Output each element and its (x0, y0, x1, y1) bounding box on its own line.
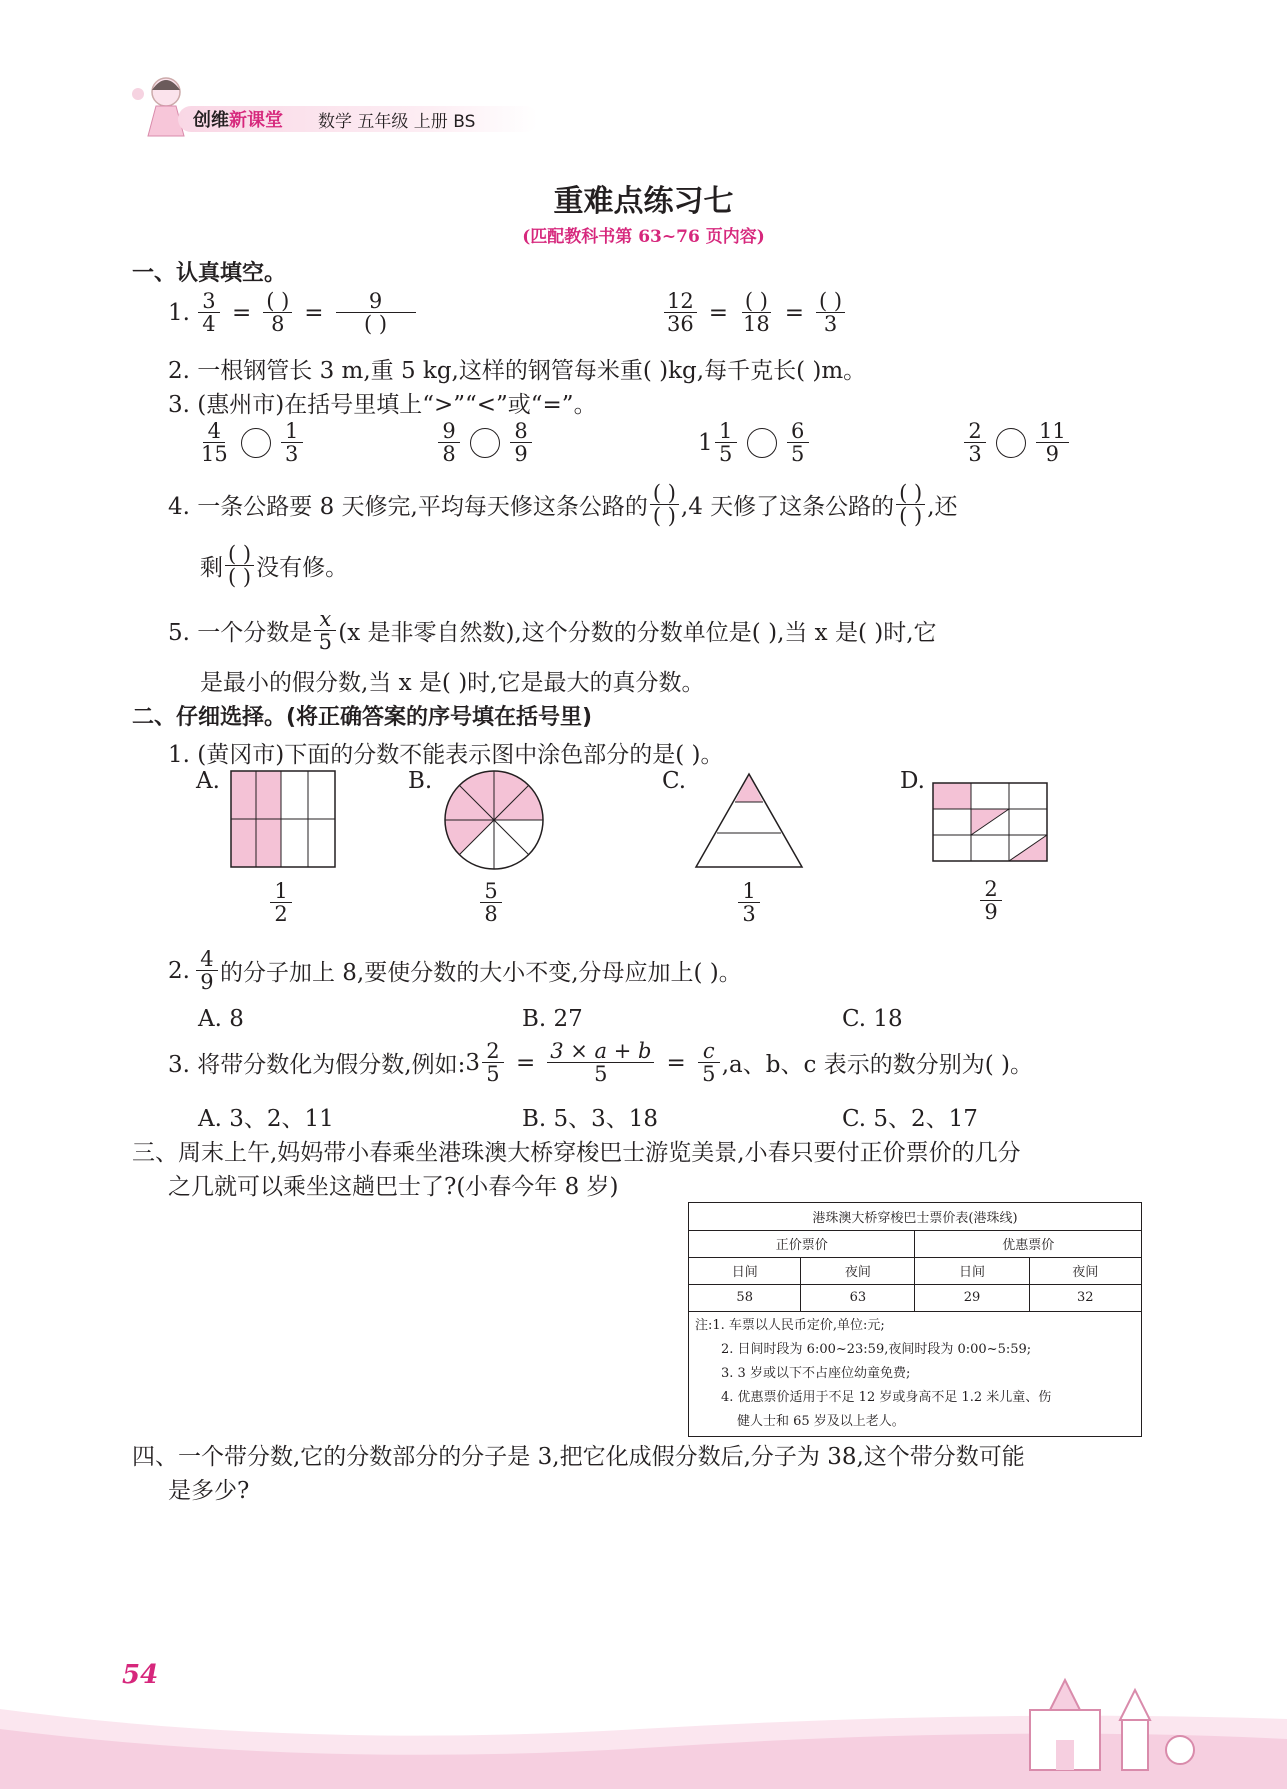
frac-den: 36 (667, 312, 694, 337)
question-1-2: 2. 一根钢管长 3 m,重 5 kg,这样的钢管每米重( )kg,每千克长( )m。 (168, 358, 867, 384)
frac-den: 5 (318, 630, 332, 655)
q-number: 2. (168, 957, 190, 984)
castle-illustration (990, 1660, 1210, 1780)
frac-den: 9 (1045, 442, 1060, 467)
option-2-2-b[interactable]: B. 27 (522, 1006, 583, 1032)
fare-table-title: 港珠澳大桥穿梭巴士票价表(港珠线) (689, 1203, 1141, 1230)
q-text: 的分子加上 8,要使分数的大小不变,分母应加上( )。 (219, 960, 742, 987)
equals: = (784, 299, 805, 326)
frac-num: 9 (438, 420, 460, 443)
header-banner (118, 70, 548, 142)
section-3-line1: 三、周末上午,妈妈带小春乘坐港珠澳大桥穿梭巴士游览美景,小春只要付正价票价的几分 (132, 1140, 1021, 1166)
note-5: 健人士和 65 岁及以上老人。 (737, 1413, 905, 1429)
answer-blank[interactable]: ( ) (228, 565, 252, 590)
q4-text-e: 没有修。 (256, 555, 349, 582)
circle-sectors-figure (442, 768, 546, 872)
answer-blank[interactable]: ( ) (816, 290, 845, 313)
frac-num: 2 (482, 1040, 504, 1063)
frac-num: 12 (664, 290, 697, 313)
compare-circle[interactable] (747, 428, 777, 458)
compare-circle[interactable] (241, 428, 271, 458)
mixed-whole: 1 (698, 429, 713, 456)
frac-den: 5 (718, 442, 733, 467)
full-price-header: 正价票价 (689, 1230, 915, 1257)
frac-num: c (698, 1040, 720, 1063)
compare-3 (698, 420, 811, 465)
frac-den: 3 (823, 312, 838, 337)
frac-num: 11 (1036, 420, 1069, 443)
frac-num: 8 (510, 420, 532, 443)
frac-num: 6 (787, 420, 809, 443)
question-1-5-cont: 是最小的假分数,当 x 是( )时,它是最大的真分数。 (200, 670, 705, 696)
equals: = (515, 1049, 536, 1076)
q4-text-b: ,4 天修了这条公路的 (680, 494, 895, 521)
rectangle-grid-figure (230, 770, 340, 870)
section-4-line1: 四、一个带分数,它的分数部分的分子是 3,把它化成假分数后,分子为 38,这个带分数可能 (132, 1444, 1025, 1470)
option-2-3-a[interactable]: A. 3、2、11 (198, 1106, 334, 1132)
answer-blank[interactable]: ( ) (896, 482, 925, 505)
option-label: B. (408, 768, 433, 794)
frac-den: 8 (442, 442, 456, 467)
q-text: ,a、b、c 表示的数分别为( )。 (721, 1052, 1033, 1079)
compare-1 (196, 420, 305, 465)
frac-den: 5 (790, 442, 805, 467)
frac-den: 9 (984, 900, 998, 925)
frac-den: 3 (285, 442, 299, 467)
note-1: 注:1. 车票以人民币定价,单位:元; (695, 1317, 885, 1333)
q1-1-fractions-right (662, 290, 847, 335)
fare-table (688, 1202, 1142, 1437)
option-label: D. (900, 768, 925, 794)
q4-text-c: ,还 (927, 494, 958, 521)
frac-den: 5 (702, 1062, 716, 1087)
grid-triangles-figure (932, 782, 1054, 866)
frac-num: 2 (980, 878, 1002, 901)
frac-den: 3 (742, 902, 756, 927)
page-number: 54 (122, 1660, 159, 1690)
note-3: 3. 3 岁或以下不占座位幼童免费; (721, 1365, 911, 1381)
section-1-heading: 一、认真填空。 (132, 261, 287, 286)
frac-num: 1 (715, 420, 737, 443)
question-2-1: 1. (黄冈市)下面的分数不能表示图中涂色部分的是( )。 (168, 742, 724, 768)
page-title: 重难点练习七 (553, 184, 734, 219)
option-2-3-b[interactable]: B. 5、3、18 (522, 1106, 659, 1132)
option-2-3-c[interactable]: C. 5、2、17 (842, 1106, 978, 1132)
frac-num: 2 (964, 420, 986, 443)
frac-den: 3 (968, 442, 982, 467)
frac-den: 9 (514, 442, 528, 467)
triangle-figure (694, 772, 804, 872)
frac-den: 5 (594, 1062, 608, 1087)
note-2: 2. 日间时段为 6:00~23:59,夜间时段为 0:00~5:59; (721, 1341, 1032, 1357)
frac-den: 8 (271, 312, 285, 337)
equals: = (231, 299, 252, 326)
option-label: C. (662, 768, 687, 794)
frac-num: 4 (196, 948, 218, 971)
answer-blank[interactable]: ( ) (225, 543, 254, 566)
equals: = (666, 1049, 686, 1076)
note-4: 4. 优惠票价适用于不足 12 岁或身高不足 1.2 米儿童、伤 (721, 1389, 1052, 1405)
frac-num: 3 (198, 290, 220, 313)
q1-1-fractions-left (168, 290, 418, 335)
frac-num: 3 × a + b (547, 1040, 654, 1063)
section-2-heading: 二、仔细选择。(将正确答案的序号填在括号里) (132, 705, 593, 730)
option-label: A. (196, 768, 220, 794)
frac-num: 1 (738, 880, 760, 903)
q5-text-a: 5. 一个分数是 (168, 620, 313, 647)
frac-num: 9 (336, 290, 416, 313)
frac-den: 5 (486, 1062, 500, 1087)
question-1-3: 3. (惠州市)在括号里填上“>”“<”或“=”。 (168, 392, 597, 418)
compare-circle[interactable] (470, 428, 500, 458)
price-cell: 58 (689, 1284, 801, 1311)
frac-den: 2 (274, 902, 288, 927)
frac-num: 5 (480, 880, 502, 903)
answer-blank[interactable]: ( ) (263, 290, 292, 313)
brand-name-b: 新课堂 (229, 110, 283, 131)
compare-4 (962, 420, 1071, 465)
frac-den: 8 (484, 902, 498, 927)
night-header: 夜间 (801, 1257, 915, 1284)
fare-notes (689, 1312, 1141, 1436)
question-2-2 (168, 948, 742, 993)
equals: = (304, 299, 324, 326)
compare-2 (436, 420, 534, 465)
option-2-2-a[interactable]: A. 8 (198, 1006, 244, 1032)
frac-num: x (314, 608, 336, 631)
book-info: 数学 五年级 上册 BS (318, 112, 476, 132)
q4-text-a: 4. 一条公路要 8 天修完,平均每天修这条公路的 (168, 494, 648, 521)
option-2-2-c[interactable]: C. 18 (842, 1006, 903, 1032)
price-cell: 63 (801, 1284, 915, 1311)
answer-blank[interactable]: ( ) (650, 482, 679, 505)
answer-blank[interactable]: ( ) (364, 312, 388, 337)
frac-num: 4 (203, 420, 225, 443)
equals: = (708, 299, 729, 326)
q5-text-b: (x 是非零自然数),这个分数的分数单位是( ),当 x 是( )时,它 (338, 620, 937, 647)
price-cell: 29 (915, 1284, 1029, 1311)
mixed-whole: 3 (465, 1049, 480, 1076)
answer-blank[interactable]: ( ) (742, 290, 771, 313)
frac-den: 4 (202, 312, 216, 337)
q4-text-d: 剩 (200, 555, 223, 582)
page-subtitle: (匹配教科书第 63~76 页内容) (522, 227, 765, 247)
frac-den: 15 (201, 442, 228, 467)
answer-blank[interactable]: ( ) (899, 504, 923, 529)
question-1-5 (168, 608, 937, 653)
frac-num: 1 (270, 880, 292, 903)
question-1-4 (168, 482, 958, 527)
night-header: 夜间 (1029, 1257, 1141, 1284)
question-1-4-cont (200, 543, 348, 588)
question-2-3 (168, 1040, 1033, 1085)
q-text: 3. 将带分数化为假分数,例如: (168, 1052, 466, 1079)
frac-den: 9 (200, 970, 214, 995)
section-3-line2: 之几就可以乘坐这趟巴士了?(小春今年 8 岁) (168, 1174, 619, 1200)
q-number: 1. (168, 299, 190, 326)
frac-den: 18 (743, 312, 770, 337)
compare-circle[interactable] (996, 428, 1026, 458)
frac-num: 1 (281, 420, 303, 443)
answer-blank[interactable]: ( ) (652, 504, 676, 529)
discount-price-header: 优惠票价 (915, 1230, 1141, 1257)
section-4-line2: 是多少? (168, 1478, 250, 1504)
day-header: 日间 (915, 1257, 1029, 1284)
brand-name-a: 创维 (193, 110, 229, 131)
price-cell: 32 (1029, 1284, 1141, 1311)
day-header: 日间 (689, 1257, 801, 1284)
